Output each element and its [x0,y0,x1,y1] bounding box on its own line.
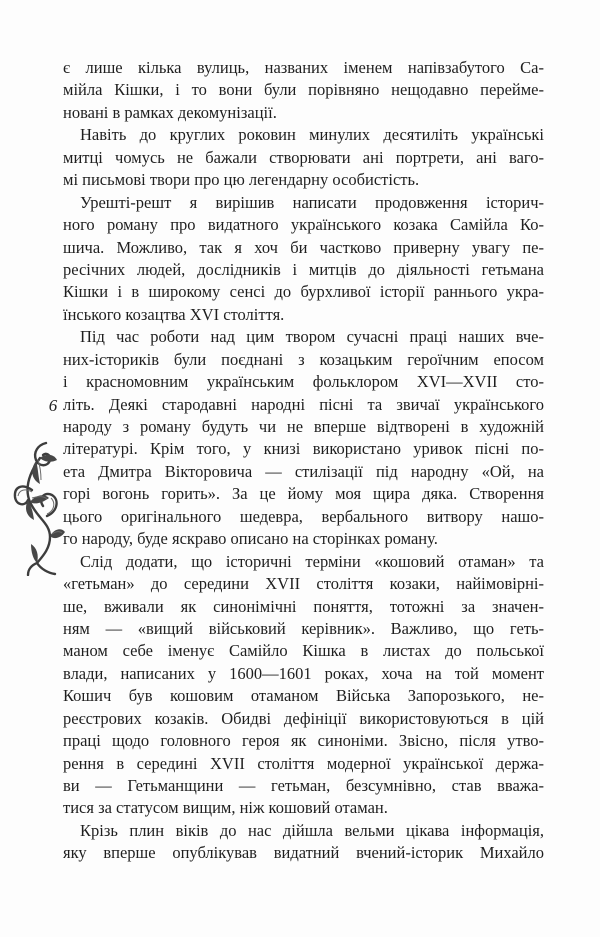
text-line: праці щодо головного героя як синоніми. Звісно, після утво- [63,731,544,751]
text-line: ням — «вищий військовий керівник». Важливо, що геть- [63,618,544,638]
text-line: шича. Можливо, так я хоч би частково приверну увагу пе- [63,237,544,257]
text-line: тися за статусом вищим, ніж кошовий отаман. [63,798,388,818]
text-line: реєстрових козаків. Обидві дефініції використовуються в цій [63,708,544,728]
text-line: народу з роману будуть чи не вперше відтворені в художній [63,417,544,436]
text-line: Слід додати, що історичні терміни «кошовий отаман» та [80,551,544,571]
text-line: літь. Деякі стародавні народні пісні та звичаї українського [63,394,544,414]
text-line: літературі. Крім того, у книзі використано уривок пісні по- [63,439,544,459]
text-line: мі письмові твори про цю легендарну особистість. [63,170,420,190]
text-line: них-істориків були поєднані з козацьким героїчним епосом [63,349,544,369]
text-line: яку вперше опублікував видатний вчений-історик Михайло [63,843,544,863]
text-line: Під час роботи над цим твором сучасні праці наших вче- [80,327,544,347]
body-text [63,57,544,865]
text-line: новані в рамках декомунізації. [63,102,277,122]
text-line: ви — Гетьманщини — гетьман, безсумнівно, став вважа- [63,776,544,795]
text-line: їнського козацтва XVI століття. [63,304,285,324]
text-line: Кішки і в широкому сенсі до бурхливої історії раннього укра- [63,282,544,302]
page-number: 6 [48,396,58,415]
text-line: є лише кілька вулиць, названих іменем напівзабутого Са- [63,58,544,77]
text-line: «гетьман» до середини XVII століття козаки, найімовірні- [63,574,544,594]
text-line: рення в середині XVII століття модерної української держа- [63,753,544,773]
text-line: Кошич був кошовим отаманом Війська Запорозького, не- [63,686,544,706]
text-line: го народу, буде яскраво описано на сторінках роману. [63,529,438,549]
text-line: ного роману про видатного українського козака Самійла Ко- [63,215,544,235]
text-line: і красномовним українським фольклором XVI—XVII сто- [63,372,544,392]
text-line: мійла Кішки, і то вони були порівняно нещодавно перейме- [63,80,544,100]
text-line: ета Дмитра Вікторовича — стилізації під народну «Ой, на [63,461,544,481]
floral-ornament-icon [11,436,67,576]
text-line: маном себе іменує Самійло Кішка в листах до польської [63,641,544,661]
text-line: ше, вживали як синонімічні поняття, тотожні за значен- [63,596,544,616]
text-line: Урешті-решт я вирішив написати продовження історич- [80,192,544,212]
text-line: горі вогонь горить». За це йому моя щира дяка. Створення [63,484,544,504]
text-line: Навіть до круглих роковин минулих десятиліть українські [80,125,544,145]
text-line: митці чомусь не бажали створювати ані портрети, ані ваго- [63,147,544,167]
text-line: влади, написаних у 1600—1601 роках, хоча на той момент [63,663,544,683]
text-line: ресічних людей, дослідників і митців до діяльності гетьмана [63,259,544,279]
text-line: цього оригінального шедевра, вербального витвору нашо- [63,506,544,526]
text-line: Крізь плин віків до нас дійшла вельми цікава інформація, [80,820,544,840]
